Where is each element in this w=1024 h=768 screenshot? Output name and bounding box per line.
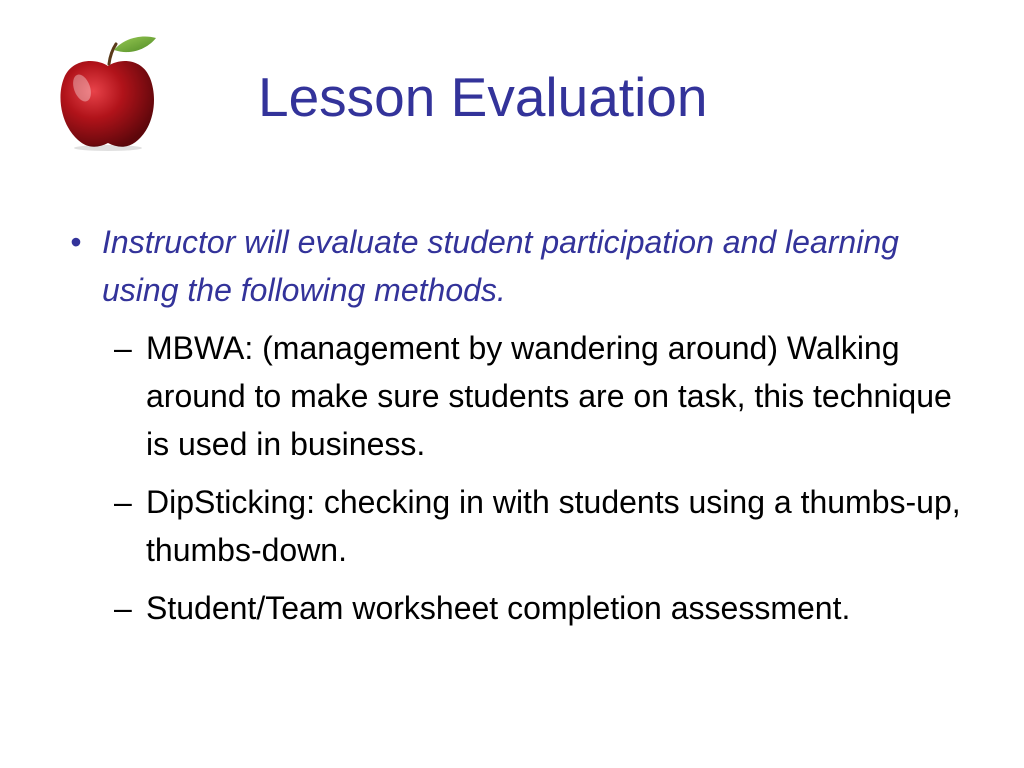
sub-bullet-dipsticking: [56, 478, 976, 574]
sub-bullet-text: DipSticking: checking in with students using a thumbs-up, thumbs-down.: [146, 484, 961, 568]
sub-bullet-mbwa: [56, 324, 976, 468]
apple-icon: [52, 30, 164, 152]
dash-marker: –: [114, 590, 132, 626]
sub-bullet-list: [56, 324, 976, 632]
sub-bullet-text: Student/Team worksheet completion assessment.: [146, 590, 851, 626]
slide-title: Lesson Evaluation: [258, 66, 708, 128]
sub-bullet-worksheet: [56, 584, 976, 632]
main-bullet: [56, 218, 976, 314]
sub-bullet-text: MBWA: (management by wandering around) Walking around to make sure students are on task, this technique is used in business.: [146, 330, 952, 462]
slide-content: [56, 218, 976, 642]
dash-marker: –: [114, 330, 132, 366]
dash-marker: –: [114, 484, 132, 520]
main-bullet-text: Instructor will evaluate student participation and learning using the following methods.: [102, 224, 899, 308]
bullet-marker: •: [70, 224, 82, 260]
